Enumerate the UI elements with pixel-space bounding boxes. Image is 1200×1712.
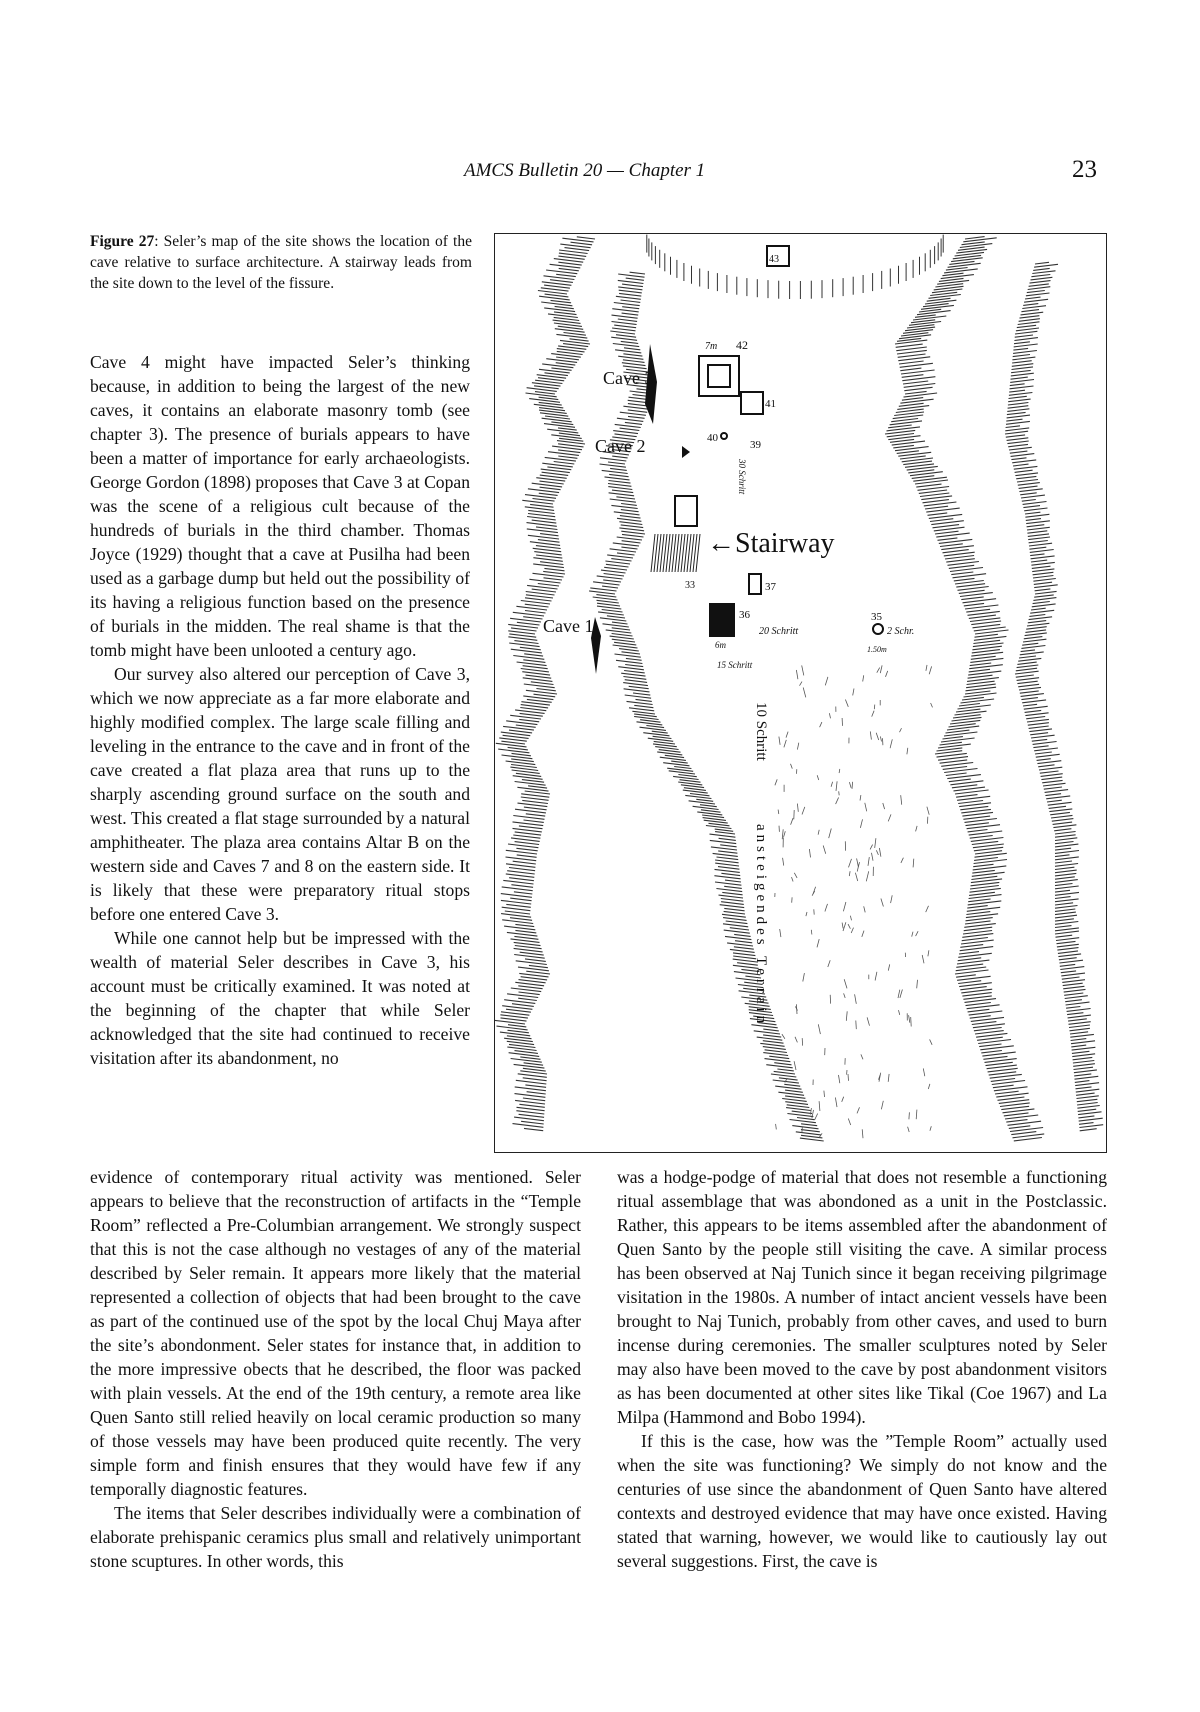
- paragraph: was a hodge-podge of material that does not resemble a functioning ritual assemblage that was abondoned as a unit in the Postclassic. Rather, this appears to be items assembled after the abandonment of Quen Santo by the people still visiting the cave. A similar process has been observed at Naj Tunich since it began receiving pilgrimage visitation in the 1980s. A number of intact ancient vessels have been brought to Naj Tunich, probably from other caves, and used to burn incense during ceremonies. The smaller sculptures noted by Seler may also have been moved to the cave by post abandonment visitors as has been documented at other sites like Tikal (Coe 1967) and La Milpa (Hammond and Bobo 1994).: [617, 1167, 1107, 1427]
- stairway: [651, 534, 700, 572]
- fissure-west-wall: [495, 237, 824, 1141]
- figure-caption: [90, 231, 472, 294]
- paragraph: Our survey also altered our perception of Cave 3, which we now appreciate as a far more elaborate and highly modified complex. The large scale filling and leveling in the entrance to the cave and in front of the cave created a flat plaza area that runs up to the sharply ascending ground surface on the south and west. This created a flat stage surrounded by a natural amphitheater. The plaza area contains Altar B on the western side and Caves 7 and 8 on the eastern side. It is likely that these were preparatory ritual stops before one entered Cave 3.: [90, 664, 470, 924]
- left-column-upper: [90, 350, 470, 1070]
- structure-36: [710, 604, 734, 636]
- label-30-schritt: 30 Schritt: [737, 459, 747, 495]
- left-column-lower: [90, 1165, 581, 1573]
- label-41: 41: [765, 398, 776, 410]
- label-36: 36: [739, 609, 750, 621]
- label-33: 33: [685, 580, 695, 591]
- label-43: 43: [769, 254, 779, 265]
- label-2-schr: 2 Schr.: [887, 626, 915, 637]
- label-40: 40: [707, 432, 718, 444]
- structure-41: [741, 392, 763, 414]
- label-10-schritt: 10 Schritt: [753, 702, 769, 761]
- label-cave-1: Cave 1: [543, 616, 594, 636]
- site-map: [495, 234, 1106, 1152]
- ascending-terrain: [775, 665, 933, 1138]
- label-cave-3: Cave 3: [603, 368, 654, 388]
- seler-site-map-figure: [494, 233, 1107, 1153]
- structure-small: [675, 496, 697, 526]
- figure-caption-text: : Seler’s map of the site shows the location of the cave relative to surface architecture. A stairway leads from the site down to the level of the fissure.: [90, 233, 472, 292]
- label-ansteigendes-terrain: ansteigendes Terrain: [753, 824, 769, 1028]
- structure-37: [749, 574, 761, 594]
- label-7m: 7m: [705, 341, 718, 352]
- label-cave-2: Cave 2: [595, 436, 646, 456]
- cave-2-entrance-mark: [682, 446, 690, 458]
- label-39: 39: [750, 439, 761, 451]
- label-20-schritt: 20 Schritt: [759, 626, 799, 637]
- structure-42: [699, 356, 739, 396]
- paragraph: Cave 4 might have impacted Seler’s thinking because, in addition to being the largest of the new caves, it contains an elaborate masonry tomb (see chapter 3). The presence of burials appears to have been a matter of importance for early archaeologists. George Gordon (1898) proposes that Cave 3 at Copan was the scene of a religious cult because of the hundreds of burials in the third chamber. Thomas Joyce (1929) thought that a cave at Pusilha had been used as a garbage dump but held out the possibility of its having a religious function based on the presence of burials in the midden. The real shame is that the tomb might have been unlooted a century ago.: [90, 352, 470, 660]
- label-37: 37: [765, 581, 776, 593]
- paragraph: While one cannot help but be impressed with the wealth of material Seler describes in Cave 3, his account must be critically examined. It was noted at the beginning of the chapter that while Seler acknowledged that the site had continued to receive visitation after its abandonment, no: [90, 928, 470, 1068]
- figure-caption-label: Figure 27: [90, 233, 155, 250]
- structure-35: [873, 624, 883, 634]
- paragraph: The items that Seler describes individually were a combination of elaborate prehispanic ceramics plus small and relatively unimportant stone scuptures. In other words, this: [90, 1503, 581, 1571]
- fissure-east-wall: [885, 237, 1103, 1141]
- paragraph: If this is the case, how was the ”Temple Room” actually used when the site was functioning? We simply do not know and the centuries of use since the abandonment of Quen Santo have altered contexts and destroyed evidence that may have once existed. Having stated that warning, however, we would like to cautiously lay out several suggestions. First, the cave is: [617, 1431, 1107, 1571]
- structure-40: [721, 433, 727, 439]
- label-6m: 6m: [715, 640, 726, 650]
- label-stairway: ←Stairway: [707, 528, 835, 559]
- fissure-north-wall: [647, 235, 943, 299]
- label-35: 35: [871, 611, 882, 623]
- label-1-50m: 1.50m: [867, 645, 887, 654]
- paragraph: evidence of contemporary ritual activity was mentioned. Seler appears to believe that the reconstruction of artifacts in the “Temple Room” reflected a Pre-Columbian arrangement. We strongly suspect that this is not the case although no vestages of any of the material described by Seler remain. It appears more likely that the material represented a collection of objects that had been brought to the cave as part of the continued use of the spot by the local Chuj Maya after the site’s abondonment. Seler states for instance that, in addition to the more impressive obects that he described, the floor was packed with plain vessels. At the end of the 19th century, a remote area like Quen Santo still relied heavily on local ceramic production so many of those vessels may have been produced quite recently. The very simple form and finish ensures that they would have few if any temporally diagnostic features.: [90, 1167, 581, 1499]
- structure-42-inner: [708, 365, 730, 387]
- label-15-schritt: 15 Schritt: [717, 660, 753, 670]
- running-header: AMCS Bulletin 20 — Chapter 1: [464, 160, 706, 181]
- label-42: 42: [736, 338, 748, 352]
- page-number: 23: [1072, 156, 1097, 183]
- right-column: [617, 1165, 1107, 1573]
